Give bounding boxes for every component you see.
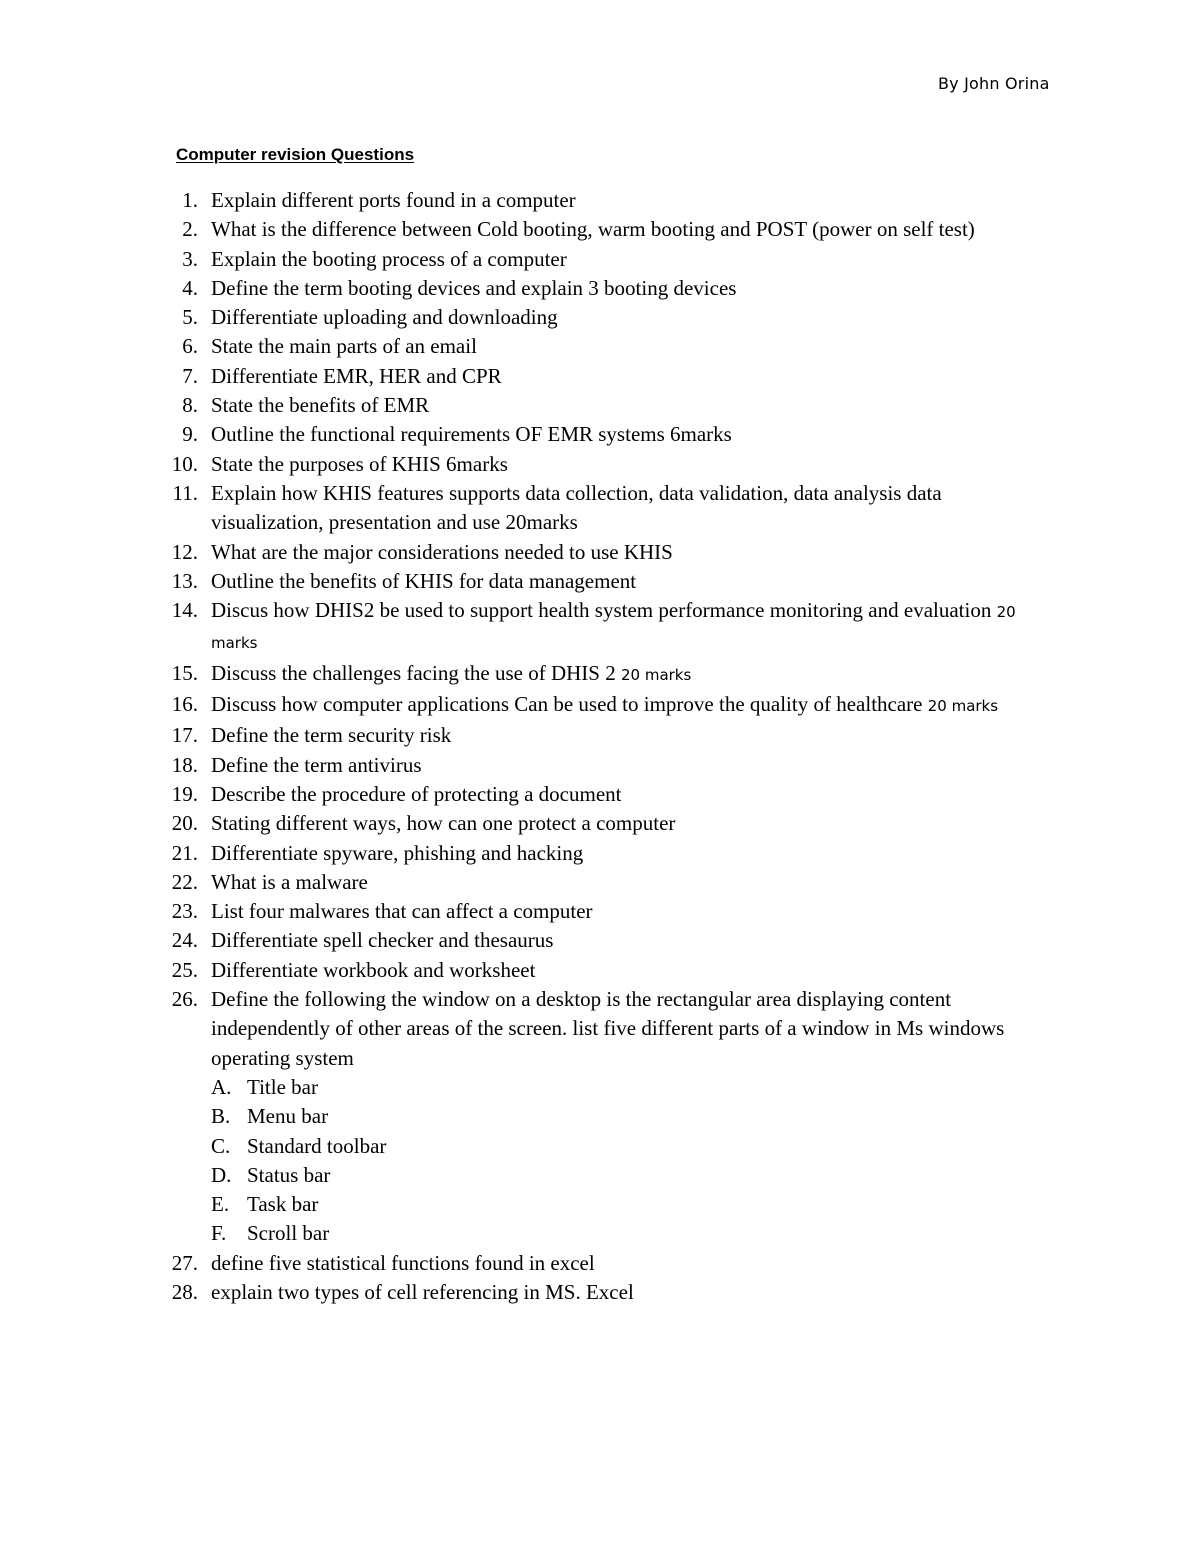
question-number: 3. [182,246,198,271]
window-part-item [211,1073,1051,1102]
question-number: 6. [182,334,198,359]
window-parts-list [211,1073,1051,1249]
question-text: State the benefits of EMR [211,393,430,418]
sub-item-letter: F. [211,1221,227,1246]
question-item [0,332,1051,361]
window-part-item [211,1102,1051,1131]
question-text: Discuss how computer applications Can be used to improve the quality of healthcare [211,692,923,717]
sub-item-text: Task bar [247,1192,319,1217]
question-text: Differentiate spell checker and thesaurus [211,928,554,953]
question-number: 10. [171,451,198,476]
question-text: Stating different ways, how can one protect a computer [211,811,676,836]
question-item [0,274,1051,303]
page-title: Computer revision Questions [176,145,415,164]
question-item [0,245,1051,274]
sub-item-letter: C. [211,1133,231,1158]
question-item [0,391,1051,420]
author-header: By John Orina [938,74,1050,93]
question-item [0,303,1051,332]
question-item [0,751,1051,780]
question-text: Define the term antivirus [211,752,422,777]
window-part-item [211,1219,1051,1248]
question-number: 18. [171,752,198,777]
question-item [0,809,1051,838]
question-number: 11. [172,480,198,505]
question-text: Differentiate EMR, HER and CPR [211,363,502,388]
question-item [0,596,1051,659]
question-number: 1. [182,188,198,212]
question-text: Define the term booting devices and explain 3 booting devices [211,275,737,300]
question-text: List four malwares that can affect a computer [211,899,593,924]
question-item [0,186,1051,215]
window-part-item [211,1132,1051,1161]
window-part-item [211,1190,1051,1219]
question-text: Explain different ports found in a computer [211,188,576,212]
question-text: Explain the booting process of a computer [211,246,567,271]
question-marks: 20 marks [620,665,692,684]
sub-item-text: Title bar [247,1074,318,1099]
question-text: What are the major considerations needed to use KHIS [211,539,673,564]
sub-item-text: Standard toolbar [247,1133,387,1158]
question-number: 26. [171,987,198,1012]
question-text: Differentiate workbook and worksheet [211,957,536,982]
question-number: 17. [171,723,198,748]
question-item [0,1249,1051,1278]
question-item [0,868,1051,897]
sub-item-text: Status bar [247,1162,331,1187]
sub-item-letter: E. [211,1192,230,1217]
question-number: 21. [171,840,198,865]
question-number: 25. [171,957,198,982]
sub-item-letter: D. [211,1162,232,1187]
question-item [0,690,1051,721]
question-text: State the main parts of an email [211,334,477,359]
question-text: Discuss the challenges facing the use of DHIS 2 [211,660,616,685]
question-text: Explain how KHIS features supports data collection, data validation, data analysis data visualization, presentation and use 20marks [211,480,942,535]
question-number: 27. [171,1250,198,1275]
question-number: 16. [171,692,198,717]
question-item [0,1278,1051,1307]
question-marks: 20 marks [927,697,999,716]
question-number: 13. [171,568,198,593]
window-part-item [211,1161,1051,1190]
question-item [0,479,1051,538]
question-number: 28. [171,1279,198,1304]
question-number: 19. [171,781,198,806]
question-item [0,420,1051,449]
question-item [0,897,1051,926]
question-number: 24. [171,928,198,953]
question-item [0,538,1051,567]
sub-item-text: Scroll bar [247,1221,330,1246]
question-item [0,450,1051,479]
question-text: Define the following the window on a desktop is the rectangular area displaying content independently of other areas of the screen. list five different parts of a window in Ms windows operating system [211,987,1005,1070]
question-item [0,215,1051,244]
question-item [0,362,1051,391]
question-text: What is a malware [211,869,368,894]
question-item [0,780,1051,809]
question-text: Define the term security risk [211,723,452,748]
question-number: 4. [182,275,198,300]
question-text: explain two types of cell referencing in MS. Excel [211,1279,634,1304]
question-item [0,659,1051,690]
question-item [0,721,1051,750]
question-text: Discus how DHIS2 be used to support health system performance monitoring and evaluation [211,598,992,623]
sub-item-letter: A. [211,1074,232,1099]
question-text: define five statistical functions found in excel [211,1250,595,1275]
question-item [0,567,1051,596]
question-number: 2. [182,217,198,242]
question-text: Outline the functional requirements OF EMR systems 6marks [211,422,732,447]
question-number: 22. [171,869,198,894]
question-list [0,186,1200,1307]
question-number: 14. [171,598,198,623]
question-text: What is the difference between Cold booting, warm booting and POST (power on self test) [211,217,975,242]
question-number: 9. [182,422,198,447]
question-number: 8. [182,393,198,418]
question-number: 23. [171,899,198,924]
question-number: 12. [171,539,198,564]
question-marks: 20 marks [211,603,1016,653]
question-text: State the purposes of KHIS 6marks [211,451,508,476]
question-item [0,985,1051,1249]
question-item [0,956,1051,985]
question-text: Differentiate spyware, phishing and hacking [211,840,584,865]
question-number: 7. [182,363,198,388]
question-number: 5. [182,305,198,330]
question-number: 15. [171,660,198,685]
question-text: Describe the procedure of protecting a document [211,781,622,806]
question-text: Differentiate uploading and downloading [211,305,558,330]
sub-item-letter: B. [211,1104,231,1129]
question-item [0,839,1051,868]
question-number: 20. [171,811,198,836]
question-item [0,926,1051,955]
sub-item-text: Menu bar [247,1104,329,1129]
question-text: Outline the benefits of KHIS for data management [211,568,637,593]
